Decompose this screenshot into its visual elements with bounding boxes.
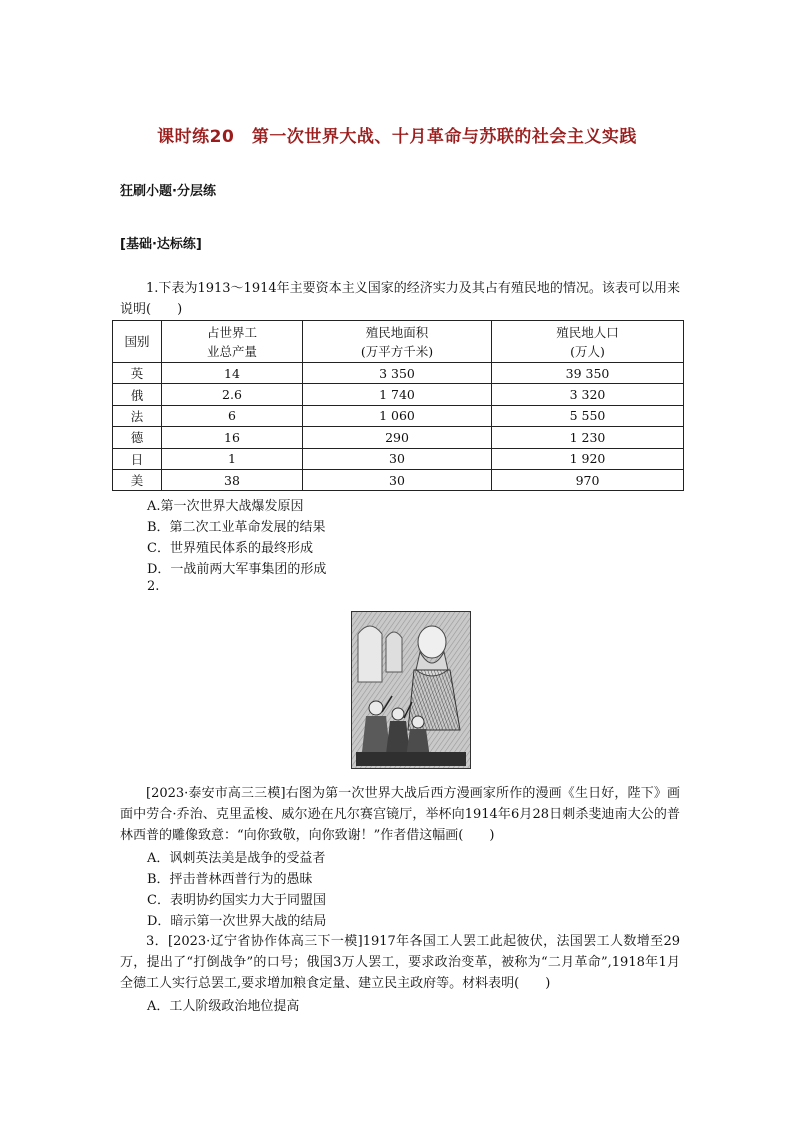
cell-industry: 14 xyxy=(162,363,303,384)
cell-industry: 1 xyxy=(162,448,303,469)
header-industry: 占世界工 业总产量 xyxy=(162,321,303,363)
cell-area: 30 xyxy=(303,469,492,490)
cell-area: 1 060 xyxy=(303,405,492,426)
q1-option-d: D．一战前两大军事集团的形成 xyxy=(147,562,327,577)
cell-area: 1 740 xyxy=(303,384,492,405)
q2-option-a: A．讽刺英法美是战争的受益者 xyxy=(147,851,326,866)
cell-industry: 2.6 xyxy=(162,384,303,405)
cell-population: 5 550 xyxy=(492,405,684,426)
q1-option-c: C．世界殖民体系的最终形成 xyxy=(147,541,313,556)
section-heading-basic: [基础·达标练] xyxy=(120,237,202,252)
question-2-stem: [2023·泰安市高三三模]右图为第一次世界大战后西方漫画家所作的漫画《生日好，陛下》画面中劳合·乔治、克里孟梭、威尔逊在凡尔赛宫镜厅，举杯向1914年6月28日刺杀斐迪南大公的普林西普的雕像致意：“向你致敬，向你致谢！”作者借这幅画( ) xyxy=(120,786,680,843)
table-row xyxy=(113,448,684,469)
colony-data-table xyxy=(112,320,684,491)
table-header-row xyxy=(113,321,684,363)
question-3-stem: 3．[2023·辽宁省协作体高三下一模]1917年各国工人罢工此起彼伏，法国罢工人数增至29万，提出了“打倒战争”的口号；俄国3万人罢工，要求政治变革，被称为“二月革命”,1918年1月全德工人实行总罢工,要求增加粮食定量、建立民主政府等。材料表明( ) xyxy=(120,934,680,991)
cell-area: 290 xyxy=(303,427,492,448)
header-colony-population: 殖民地人口 (万人) xyxy=(492,321,684,363)
header-colony-area: 殖民地面积 (万平方千米) xyxy=(303,321,492,363)
lesson-title: 课时练20 第一次世界大战、十月革命与苏联的社会主义实践 xyxy=(157,127,637,147)
q2-option-b: B．抨击普林西普行为的愚昧 xyxy=(147,872,313,887)
cell-industry: 6 xyxy=(162,405,303,426)
cartoon-image xyxy=(351,611,471,769)
q2-option-c: C．表明协约国实力大于同盟国 xyxy=(147,893,326,908)
table-row xyxy=(113,469,684,490)
cell-population: 1 920 xyxy=(492,448,684,469)
cell-area: 3 350 xyxy=(303,363,492,384)
cell-area: 30 xyxy=(303,448,492,469)
cell-country: 德 xyxy=(113,427,162,448)
cell-population: 3 320 xyxy=(492,384,684,405)
question-2-number: 2. xyxy=(147,579,160,594)
table-row xyxy=(113,427,684,448)
cartoon-drawing xyxy=(352,612,470,768)
cell-country: 英 xyxy=(113,363,162,384)
q1-option-a: A.第一次世界大战爆发原因 xyxy=(147,499,304,514)
question-1-stem: 1.下表为1913～1914年主要资本主义国家的经济实力及其占有殖民地的情况。该表可以用来说明( ) xyxy=(120,281,680,317)
q2-option-d: D．暗示第一次世界大战的结局 xyxy=(147,914,327,929)
cell-country: 俄 xyxy=(113,384,162,405)
header-country: 国别 xyxy=(113,321,162,363)
cell-population: 39 350 xyxy=(492,363,684,384)
cell-country: 法 xyxy=(113,405,162,426)
cell-population: 1 230 xyxy=(492,427,684,448)
cell-industry: 38 xyxy=(162,469,303,490)
table-row xyxy=(113,405,684,426)
cell-population: 970 xyxy=(492,469,684,490)
section-heading-practice: 狂刷小题·分层练 xyxy=(120,184,216,199)
q1-option-b: B．第二次工业革命发展的结果 xyxy=(147,520,326,535)
table-row xyxy=(113,363,684,384)
table-row xyxy=(113,384,684,405)
cell-country: 美 xyxy=(113,469,162,490)
q3-option-a: A．工人阶级政治地位提高 xyxy=(147,999,300,1014)
cell-country: 日 xyxy=(113,448,162,469)
cell-industry: 16 xyxy=(162,427,303,448)
